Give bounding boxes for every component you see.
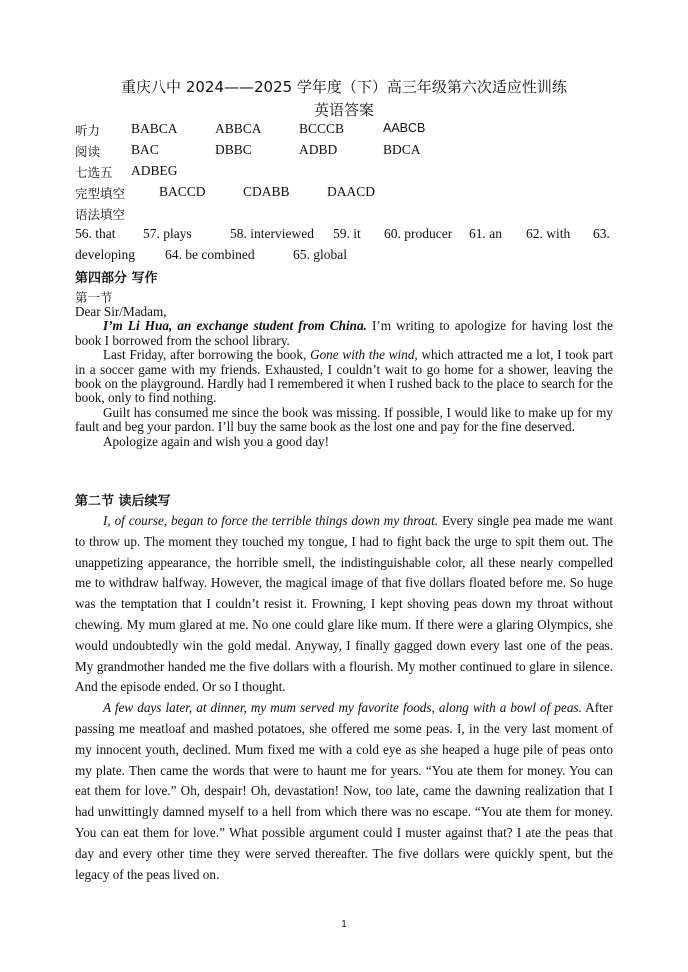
book-title: Gone with the wind, (310, 347, 418, 363)
letter-closing: Apologize again and wish you a good day! (103, 433, 329, 449)
answer-group: ABBCA (215, 121, 262, 136)
letter-paragraph (75, 348, 613, 406)
letter-text: which attracted me a lot, I took part in a soccer game with my friends. Exhausted, I couldn’t wait to go home for a shower, leaving the book on the playground. Hardly had I remembered it when I rushed back to the place to search for the book, only to find nothing. (75, 347, 614, 406)
answer-row-label: 阅读 (75, 144, 101, 159)
grammar-answer: 60. producer (384, 226, 453, 241)
grammar-answers-line2 (75, 247, 613, 267)
answer-group: AABCB (383, 121, 426, 135)
grammar-answer: 61. an (469, 226, 502, 241)
story-paragraph (75, 698, 613, 885)
answer-group: BAC (131, 142, 159, 157)
letter-text: I’m writing to apologize for having lost the book I borrowed from the school library. (75, 318, 614, 348)
continuation-story (75, 511, 613, 885)
grammar-answers-line1 (75, 226, 613, 246)
answer-row-label: 听力 (75, 123, 101, 138)
grammar-answer: 63. (593, 226, 610, 241)
letter-paragraph (75, 319, 613, 348)
answer-group: ADBD (299, 142, 338, 157)
answer-group: DBBC (215, 142, 252, 157)
answer-group: BACCD (159, 184, 206, 199)
grammar-answer: 65. global (293, 247, 347, 262)
grammar-answer: 59. it (333, 226, 361, 241)
story-paragraph (75, 511, 613, 698)
grammar-answer: 62. with (526, 226, 571, 241)
grammar-answer: 57. plays (143, 226, 192, 241)
answer-group: ADBEG (131, 163, 178, 178)
page-subtitle: 英语答案 (313, 101, 374, 119)
page-number: 1 (341, 919, 347, 930)
answer-row-label: 完型填空 (75, 186, 126, 201)
letter-paragraph: Guilt has consumed me since the book was missing. If possible, I would like to make up for my fault and beg your pardon. I’ll buy the same book as the lost one and pay for the fine deserved. (75, 404, 613, 435)
grammar-answer: 58. interviewed (230, 226, 314, 241)
answer-group: CDABB (243, 184, 290, 199)
story-opening-sentence: A few days later, at dinner, my mum served my favorite foods, along with a bowl of peas. (103, 700, 582, 716)
answer-group: BCCCB (299, 121, 345, 136)
letter-text: Last Friday, after borrowing the book, (103, 347, 311, 363)
part4-heading: 第四部分 写作 (75, 271, 158, 286)
answer-group: BDCA (383, 142, 421, 157)
story-text: Every single pea made me want to throw up. The moment they touched my tongue, I had to fight back the urge to spit them out. The unappetizing appearance, the horrible smell, the indistinguishable color, all these nearly compelled me to withdraw halfway. However, the magical image of that five dollars floated before me. So huge was the temptation that I couldn’t resist it. Frowning, I kept shoving peas down my throat without chewing. My mum glared at me. No one could glare like mum. If there were a glaring Olympics, she would undoubtedly win the gold medal. Anyway, I finally gagged down every last one of the peas. My grandmother handed me the five dollars with a flourish. My mother continued to glare in silence. And the episode ended. Or so I thought. (75, 513, 613, 695)
grammar-answer: 56. that (75, 226, 116, 241)
story-text: After passing me meatloaf and mashed potatoes, she offered me some peas. I, in the very last moment of my innocent youth, declined. Mum fixed me with a cold eye as she heaped a huge pile of peas onto my plate. Then came the words that were to haunt me for years. “You ate them for money. You can eat them for love.” Oh, despair! Oh, devastation! Now, too late, came the dawning realization that I had unwittingly damned myself to a hell from which there was no escape. “You ate them for money. You can eat them for love.” What possible argument could I muster against that? I ate the peas that day and every other time they were served thereafter. The five dollars were quickly spent, but the legacy of the peas lived on. (75, 700, 613, 882)
answer-group: DAACD (327, 184, 376, 199)
page-title: 重庆八中 2024——2025 学年度（下）高三年级第六次适应性训练 (121, 78, 567, 96)
answer-group: BABCA (131, 121, 178, 136)
letter-body (75, 305, 613, 449)
letter-salutation: Dear Sir/Madam, (75, 304, 167, 319)
answer-row-label: 七选五 (75, 165, 113, 180)
letter-emphasis: I’m Li Hua, an exchange student from China. (103, 318, 367, 334)
story-opening-sentence: I, of course, began to force the terrible things down my throat. (103, 513, 439, 528)
grammar-answer: 64. be combined (165, 247, 255, 262)
answer-row-label: 语法填空 (75, 207, 126, 222)
grammar-answer: developing (75, 247, 135, 262)
section1-heading: 第一节 (75, 290, 113, 305)
section2-heading: 第二节 读后续写 (75, 494, 171, 509)
